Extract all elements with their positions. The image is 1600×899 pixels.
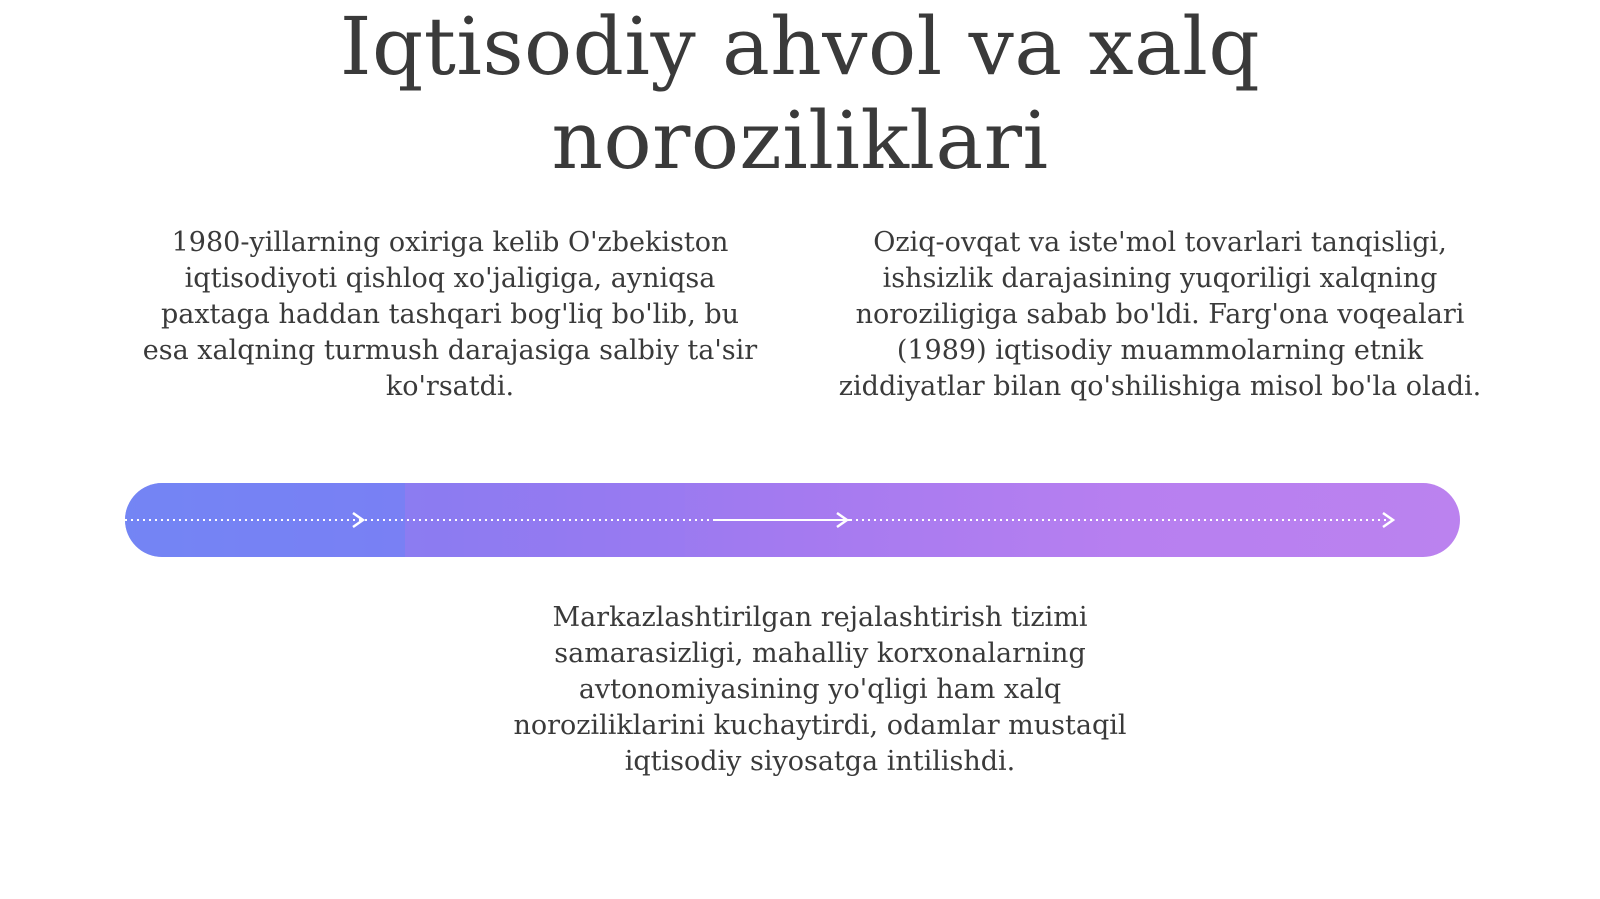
timeline-bar	[125, 483, 1460, 557]
paragraph-bottom: Markazlashtirilgan rejalashtirish tizimi samarasizligi, mahalliy korxonalarning avtonomiyasining yo'qligi ham xalq noroziliklarini kuchaytirdi, odamlar mustaqil iqtisodiy siyosatga intilishdi.	[513, 602, 1127, 777]
timeline-arrows	[125, 483, 1460, 557]
paragraph-right: Oziq-ovqat va iste'mol tovarlari tanqisligi, ishsizlik darajasining yuqoriligi xalqning noroziligiga sabab bo'ldi. Farg'ona voqealari (1989) iqtisodiy muammolarning etnik ziddiyatlar bilan qo'shilishiga misol bo'la oladi.	[838, 227, 1482, 402]
slide-title: Iqtisodiy ahvol va xalq noroziliklari	[339, 0, 1261, 187]
paragraph-left: 1980-yillarning oxiriga kelib O'zbekiston iqtisodiyoti qishloq xo'jaligiga, ayniqsa paxtaga haddan tashqari bog'liq bo'lib, bu esa xalqning turmush darajasiga salbiy ta'sir ko'rsatdi.	[142, 227, 758, 402]
